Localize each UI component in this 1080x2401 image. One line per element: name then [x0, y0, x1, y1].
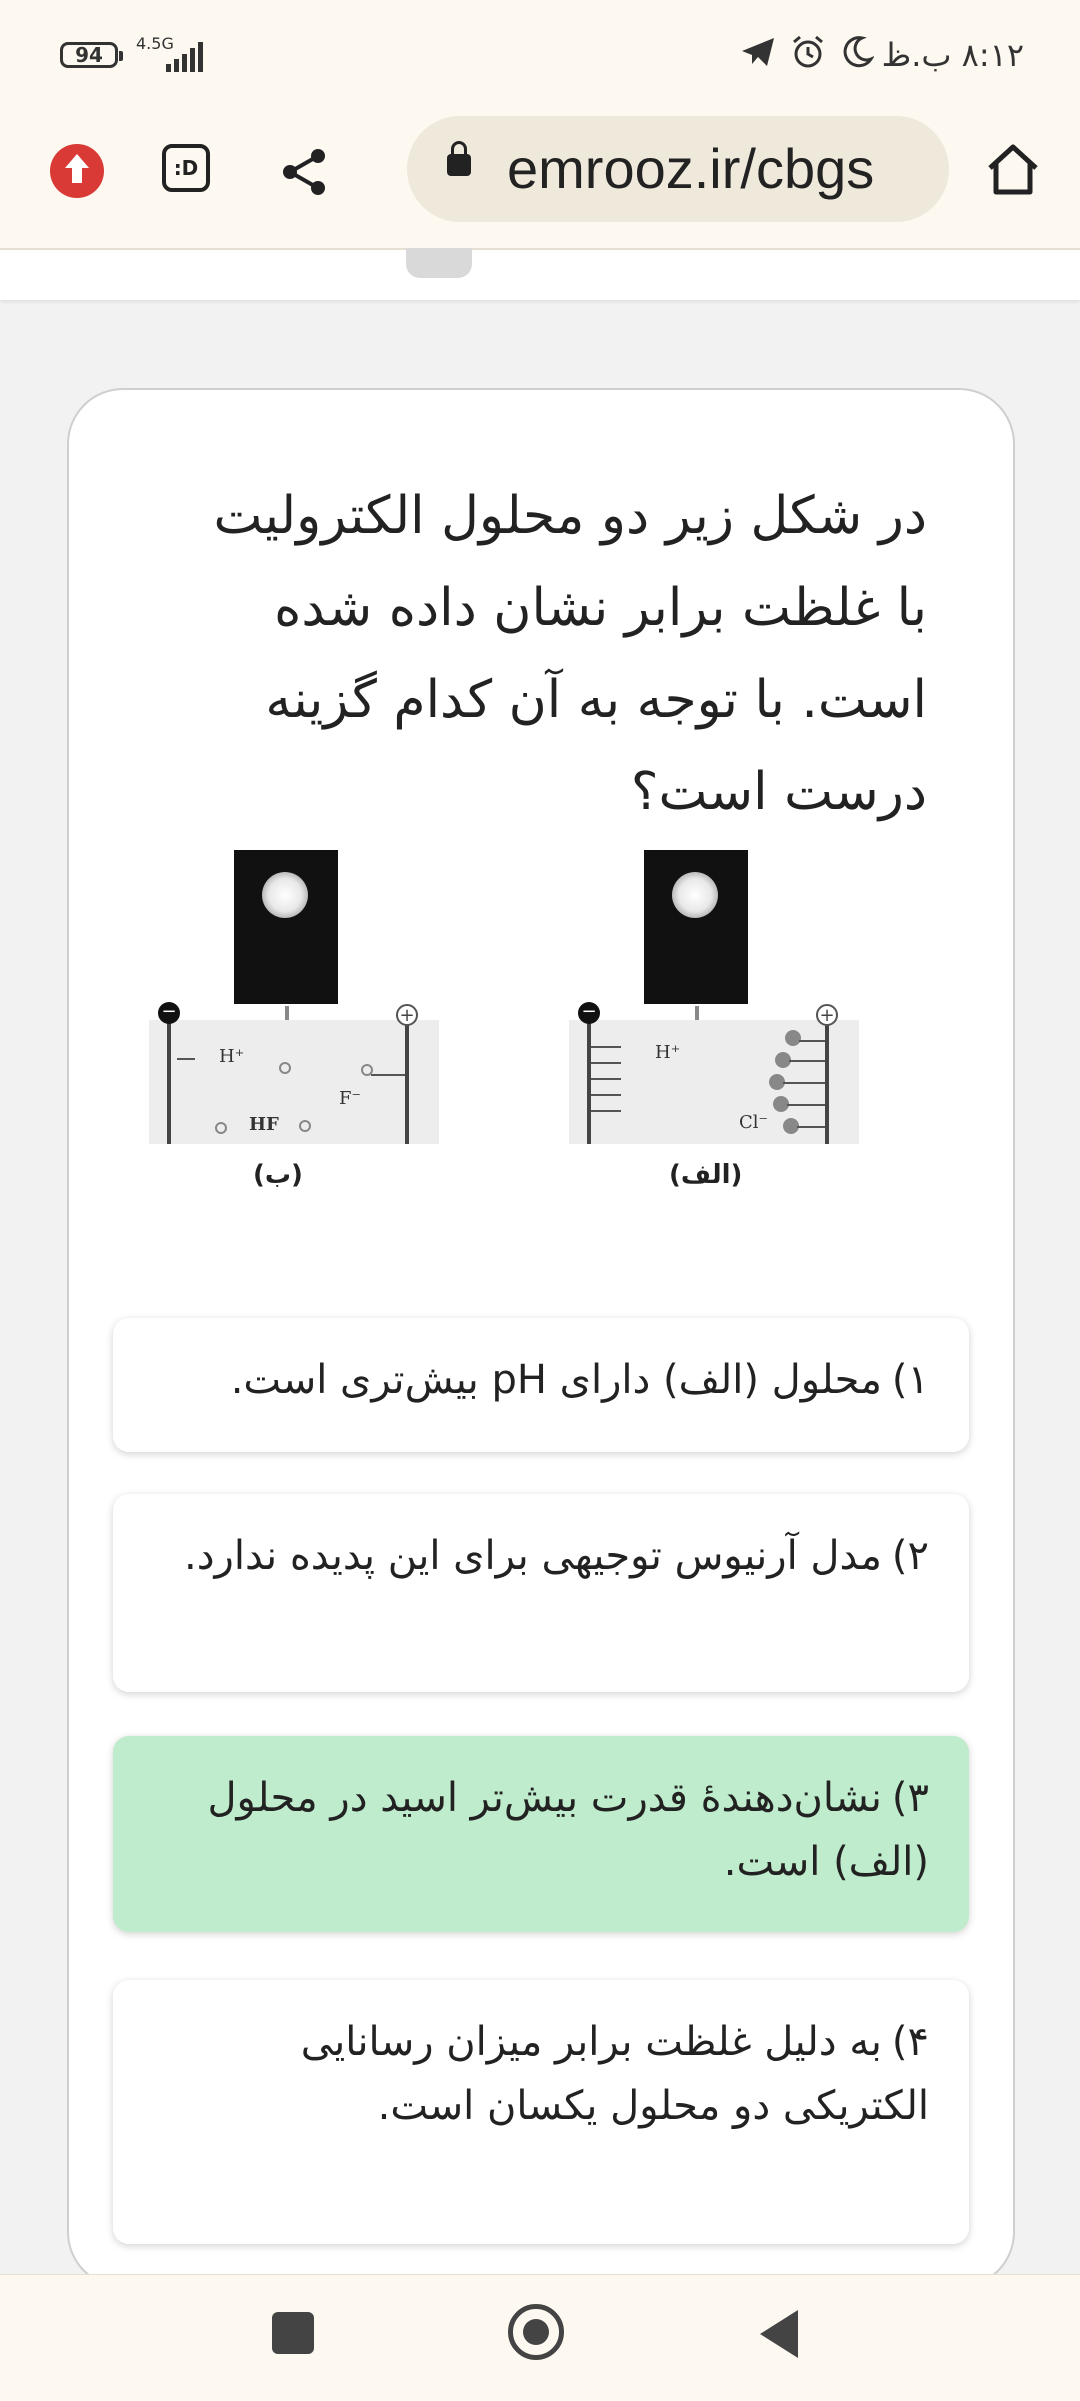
- option-2[interactable]: ۲)مدل آرنیوس توجیهی برای این پدیده ندارد.: [113, 1494, 969, 1692]
- figure-panel-a: [569, 850, 869, 1230]
- back-icon[interactable]: [760, 2310, 798, 2358]
- network-type: 4.5G: [136, 34, 174, 53]
- status-icons: [740, 34, 874, 70]
- ion-label-h: H⁺: [219, 1046, 245, 1067]
- solution-tank: [149, 1020, 439, 1144]
- battery-indicator: 94: [60, 42, 118, 68]
- recent-apps-icon[interactable]: [272, 2312, 314, 2354]
- caption-a: (الف): [669, 1160, 743, 1190]
- share-icon[interactable]: [276, 144, 332, 204]
- home-icon[interactable]: [984, 142, 1042, 202]
- bulb-photo: [234, 850, 338, 1004]
- page-header-strip: [0, 250, 1080, 300]
- option-3[interactable]: ۳)نشان‌دهندهٔ قدرت بیش‌تر اسید در محلول (الف) است.: [113, 1736, 969, 1932]
- caption-b: (ب): [253, 1160, 303, 1190]
- option-2-text: مدل آرنیوس توجیهی برای این پدیده ندارد.: [184, 1533, 882, 1579]
- url-text: emrooz.ir/cbgs: [507, 137, 875, 200]
- option-4[interactable]: ۴)به دلیل غلظت برابر میزان رسانایی الکتریکی دو محلول یکسان است.: [113, 1980, 969, 2244]
- option-4-text: به دلیل غلظت برابر میزان رسانایی الکتریکی دو محلول یکسان است.: [300, 2019, 929, 2129]
- option-3-text: نشان‌دهندهٔ قدرت بیش‌تر اسید در محلول (الف) است.: [207, 1775, 929, 1885]
- figure-panel-b: [149, 850, 449, 1230]
- ion-label-cl: Cl⁻: [739, 1112, 769, 1133]
- status-time: ۸:۱۲ ب.ظ: [881, 36, 1024, 74]
- negative-terminal: −: [158, 1002, 180, 1024]
- ion-label-h: H⁺: [655, 1042, 681, 1063]
- question-card: [67, 388, 1015, 2288]
- electrolyte-figure: [149, 850, 939, 1230]
- bulb-photo: [644, 850, 748, 1004]
- positive-terminal: +: [816, 1004, 838, 1026]
- moon-icon: [840, 35, 874, 69]
- address-bar[interactable]: [407, 116, 949, 222]
- negative-terminal: −: [578, 1002, 600, 1024]
- option-1[interactable]: ۱)محلول (الف) دارای pH بیش‌تری است.: [113, 1318, 969, 1452]
- question-text: در شکل زیر دو محلول الکترولیت با غلظت برابر نشان داده شده است. با توجه به آن کدام گزینه درست است؟: [213, 486, 927, 822]
- alarm-icon: [790, 34, 826, 70]
- telegram-icon: [740, 36, 776, 68]
- drag-handle[interactable]: [406, 248, 472, 278]
- lock-icon: [447, 154, 471, 176]
- status-bar: [0, 0, 1080, 110]
- signal-icon: [166, 40, 203, 72]
- home-nav-icon[interactable]: [508, 2304, 564, 2360]
- ion-label-f: F⁻: [339, 1088, 361, 1109]
- ion-label-hf: HF: [249, 1114, 279, 1135]
- upload-icon[interactable]: [50, 144, 104, 198]
- option-1-text: محلول (الف) دارای pH بیش‌تری است.: [230, 1357, 882, 1403]
- tabs-button[interactable]: :D: [162, 144, 210, 192]
- positive-terminal: +: [396, 1004, 418, 1026]
